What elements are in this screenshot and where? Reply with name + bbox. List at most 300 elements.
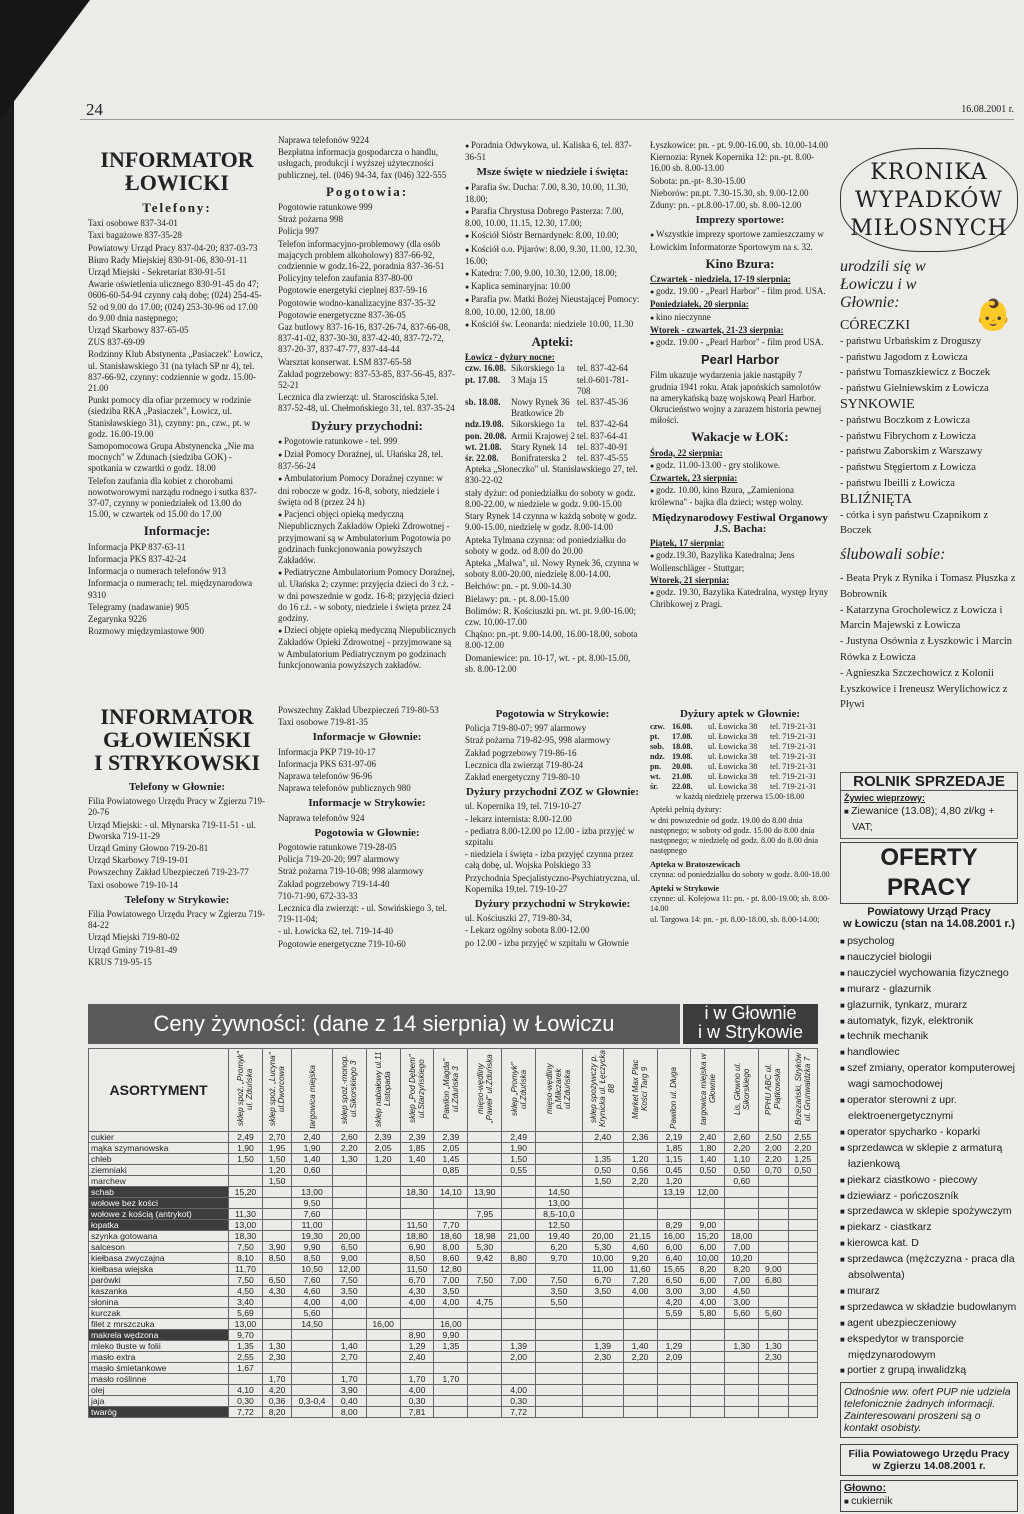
price-cell [292,1385,333,1396]
price-cell [788,1176,817,1187]
event-desc: ● godz. 11.00-13.00 - gry stolikowe. [650,460,830,472]
price-cell [332,1330,366,1341]
price-cell: 8,60 [434,1253,468,1264]
text-line: Urząd Gminy Głowno 719-20-81 [88,843,209,854]
price-cell [582,1220,623,1231]
price-cell [759,1220,788,1231]
shop-header: mięso-wędliny „Paweł" ul.Zduńska [468,1049,502,1132]
price-cell [536,1407,583,1418]
price-cell [582,1308,623,1319]
informator-glowienski [88,705,266,969]
price-cell: 4,75 [468,1297,502,1308]
text-line: Apteka Tylmana czynna: od poniedziałku do soboty w godz. od 8.00 do 20.00 [465,534,626,556]
text-line: Informacja o numerach; tel. międzynarodowa 9310 [88,578,253,600]
product-name: chleb [89,1154,229,1165]
price-cell [536,1154,583,1165]
price-cell [468,1198,502,1209]
price-cell: 5,59 [657,1308,691,1319]
price-cell [582,1363,623,1374]
price-cell [536,1132,583,1143]
price-cell [434,1385,468,1396]
pharmacy-cell: tel. 719-21-31 [770,742,817,751]
shop-header: sklep spoż.-monop. ul.Sikorskiego 3 [332,1049,366,1132]
text-line: - lekarz internista: 8.00-12.00 [465,813,572,824]
price-cell: 13,00 [292,1187,333,1198]
text-line: Naprawa telefonów 9224 [278,135,369,145]
text-line: - państwu Gielniewskim z Łowicza [840,383,989,395]
kronika-title: MIŁOSNYCH [850,216,1008,241]
text-line: Informacja PKP 837-63-11 [88,541,186,552]
price-cell [262,1297,291,1308]
price-cell: 7,50 [229,1242,263,1253]
mass-item: ● Parafia Chrystusa Dobrego Pasterza: 7.00, 8.00, 10.00, 11.15, 12.30, 17.00; [465,206,640,229]
price-cell: 7,00 [725,1275,759,1286]
text-line: Apteki pełnią dyżury: [650,805,722,814]
price-cell [262,1264,291,1275]
price-cell [468,1286,502,1297]
text-line: Domaniewice: pn. 10-17, wt. - pt. 8.00-15.00, sb. 8.00-12.00 [465,652,631,674]
price-cell: 4,10 [229,1385,263,1396]
text-line: - państwu Tomaszkiewicz z Boczek [840,367,991,379]
price-cell: 10,50 [292,1264,333,1275]
clinic-item: ● Dział Pomocy Doraźnej, ul. Ułańska 28, tel. 837-56-24 [278,449,456,472]
price-row [89,1363,818,1374]
price-cell [468,1352,502,1363]
subheading: Pogotowia w Głownie: [314,826,420,839]
price-cell: 1,70 [262,1374,291,1385]
product-name: makrela wędzona [89,1330,229,1341]
text-line: Sobota: pn.-pt- 8.30-15.00 [650,175,746,186]
text-line: Telegramy (nadawanie) 905 [88,601,189,612]
price-cell [468,1220,502,1231]
shop-header: mięso-wędliny p.Miłczarek ul.Zduńska [536,1049,583,1132]
price-cell: 1,40 [691,1154,725,1165]
price-cell: 2,60 [725,1132,759,1143]
pharmacy-row [465,431,640,442]
price-cell [468,1319,502,1330]
text-block [278,842,456,950]
text-line: Telefon zaufania dla kobiet z chorobami nowotworowymi narządu rodnego i sutka 837-37-07, czynny w poniedziałek od 13.00 do 15.00, w czwartek od 15.00 do 17.00 [88,475,257,520]
price-cell [262,1209,291,1220]
text-line: Warsztat konserwat. ŁSM 837-65-58 [278,356,412,367]
pharmacy-cell: 22.08. [672,782,693,791]
price-cell: 19,30 [292,1231,333,1242]
price-cell [332,1220,366,1231]
phone-list [88,218,266,520]
price-row [89,1396,818,1407]
pharmacy-row [650,752,830,762]
price-cell [536,1374,583,1385]
pharmacy-cell: Bonifraterska 2 [511,453,567,464]
price-cell: 2,20 [623,1176,657,1187]
price-cell: 5,60 [759,1308,788,1319]
price-cell: 3,90 [332,1385,366,1396]
text-line: Naprawa telefonów publicznych 980 [278,783,411,794]
product-name: masło extra [89,1352,229,1363]
price-cell: 8,20 [262,1407,291,1418]
price-cell [332,1176,366,1187]
price-cell: 1,70 [400,1374,434,1385]
price-cell [691,1341,725,1352]
price-cell: 18,00 [725,1231,759,1242]
job-item: ■ piekarz - ciastkarz [840,1220,1018,1236]
price-cell: 1,50 [229,1154,263,1165]
price-cell [725,1330,759,1341]
price-cell: 9,20 [623,1253,657,1264]
price-cell: 12,50 [536,1220,583,1231]
price-cell: 2,20 [623,1352,657,1363]
product-name: słonina [89,1297,229,1308]
price-row [89,1165,818,1176]
price-cell: 1,30 [759,1341,788,1352]
note: w każdą niedzielę przerwa 15.00-18.00 [675,792,805,801]
pharmacy-cell: sb. 18.08. [465,397,501,408]
asortyment-header: ASORTYMENT [89,1049,229,1132]
text-line: - pediatra 8.00-12.00 po 12.00 - izba przyjęć w szpitalu [465,825,635,848]
price-cell: 4,50 [725,1286,759,1297]
price-cell [468,1308,502,1319]
product-name: kiełbasa wiejska [89,1264,229,1275]
text-line: Zegarynka 9226 [88,613,147,624]
price-cell: 11,50 [400,1220,434,1231]
film-title: Pearl Harbor [700,352,780,368]
subheading: Dyżury przychodni: [311,417,423,433]
pharmacy-cell: 21.08. [672,772,693,781]
price-cell [691,1407,725,1418]
price-cell [759,1374,788,1385]
price-cell [468,1385,502,1396]
shop-header: sklep „Pod Dębem" ul.Starzyńskiego [400,1049,434,1132]
price-cell: 2,55 [229,1352,263,1363]
text-block [278,705,456,728]
price-cell: 6,20 [536,1242,583,1253]
price-cell: 2,70 [332,1352,366,1363]
price-cell [759,1407,788,1418]
price-row [89,1209,818,1220]
product-name: kaszanka [89,1286,229,1297]
price-cell: 6,40 [657,1253,691,1264]
text-line: Powiatowy Urząd Pracy 837-04-20; 837-03-73 [88,242,258,253]
page-number: 24 [86,100,103,119]
subheading: Informacje w Głownie: [312,731,422,744]
price-cell: 6,80 [759,1275,788,1286]
pharmacy-cell: Nowy Rynek 36 [511,397,570,408]
price-cell [759,1330,788,1341]
price-cell: 13,00 [536,1198,583,1209]
text-line: Chąśno: pn.-pt. 9.00-14.00, 16.00-18.00, sobota 8.00-12.00 [465,629,638,651]
mass-item: ● Kaplica seminaryjna: 10.00 [465,281,640,293]
pharmacy-cell: tel. 837-42-64 [577,363,628,374]
price-cell [502,1363,536,1374]
job-item: ■ cukiernik [844,1494,1014,1510]
pharmacy-cell: tel. 837-45-55 [577,453,628,464]
pharmacy-row [650,782,830,792]
price-cell [788,1242,817,1253]
text-line: Pogotowie energetyczne 719-10-60 [278,938,406,949]
subheading: Msze święte w niedziele i święta: [476,166,629,179]
kronika-box [840,148,1018,713]
price-cell: 7,50 [536,1275,583,1286]
product-name: cukier [89,1132,229,1143]
price-cell: 1,95 [262,1143,291,1154]
job-list [840,934,1018,1379]
price-cell [725,1374,759,1385]
job-item: ■ kierowca kat. D [840,1236,1018,1252]
product-name: mąka szymanowska [89,1143,229,1154]
price-row [89,1154,818,1165]
price-cell: 0,56 [623,1165,657,1176]
price-cell [582,1187,623,1198]
price-cell [468,1132,502,1143]
price-cell: 8,29 [657,1220,691,1231]
price-cell [366,1187,400,1198]
pharmacy-cell: ul. Łowicka 38 [708,722,758,731]
price-cell [582,1407,623,1418]
product-name: masło śmietankowe [89,1363,229,1374]
text-line: Informacja PKP 719-10-17 [278,746,376,757]
price-cell: 0,3-0,4 [292,1396,333,1407]
price-cell: 1,15 [657,1154,691,1165]
price-cell: 18,30 [400,1187,434,1198]
price-cell [691,1374,725,1385]
text-line: Policyjny telefon zaufania 837-80-00 [278,273,413,284]
text-block [650,805,830,856]
price-cell: 2,30 [759,1352,788,1363]
price-cell [759,1231,788,1242]
pharmacy-cell: tel. 719-21-31 [770,752,817,761]
pharmacy-cell: pt. 17.08. [465,374,501,385]
price-cell [657,1363,691,1374]
pharmacy-cell: Bratkowice 2b [511,408,564,419]
price-cell: 7,00 [434,1275,468,1286]
price-cell: 1,20 [623,1154,657,1165]
section-title: INFORMATOR [100,704,254,729]
pharmacy-cell: 18.08. [672,742,693,751]
text-block [465,140,640,163]
price-cell: 1,29 [400,1341,434,1352]
kronika-heading [840,148,1018,252]
price-cell: 2,49 [229,1132,263,1143]
price-cell: 1,30 [262,1341,291,1352]
pharmacy-cell: pon. 20.08. [465,430,507,441]
price-cell: 1,40 [292,1154,333,1165]
pharmacy-cell: tel. 837-40-91 [577,441,628,452]
text-line: Urząd Miejski 719-80-02 [88,932,180,943]
price-cell [366,1220,400,1231]
pharmacy-cell: 16.08. [672,722,693,731]
price-cell [332,1308,366,1319]
price-cell: 2,00 [502,1352,536,1363]
price-cell [623,1319,657,1330]
price-cell [788,1253,817,1264]
price-cell [400,1198,434,1209]
price-cell: 4,00 [332,1297,366,1308]
text-line: Filia Powiatowego Urzędu Pracy w Zgierzu 719-84-22 [88,909,265,931]
price-cell: 2,40 [400,1352,434,1363]
price-cell [691,1385,725,1396]
text-block [88,796,266,891]
text-line: - Beata Pryk z Rynika i Tomasz Płuszka z Bobrownik [840,572,1016,600]
price-cell [292,1374,333,1385]
price-cell [366,1341,400,1352]
text-line: czynna: od poniedziałku do soboty w godz. 8.00-18.00 [650,870,830,879]
text-line: Punkt pomocy dla ofiar przemocy w rodzinie (siedziba RKA „Pasiaczek", Łowicz, ul. Stanisławskiego 31), czynny: pn., czw., pt. w godz. 16.00-19.00 [88,395,251,439]
price-row [89,1385,818,1396]
price-cell [536,1385,583,1396]
price-table [88,1048,818,1418]
text-line: Zakład pogrzebowy 719-14-40 [278,878,390,889]
price-cell [788,1396,817,1407]
price-title-line: i w Głownie [704,1003,797,1023]
text-line: - państwu Jagodom z Łowicza [840,351,968,363]
price-cell [502,1242,536,1253]
text-line: Taxi bagażowe 837-35-28 [88,230,182,241]
pharmacy-cell: wt. [650,772,661,781]
price-row [89,1297,818,1308]
price-cell: 20,00 [332,1231,366,1242]
price-cell: 3,00 [725,1297,759,1308]
price-cell: 18,60 [434,1231,468,1242]
price-cell [788,1352,817,1363]
price-cell: 4,30 [262,1286,291,1297]
price-cell: 2,19 [657,1132,691,1143]
price-cell: 16,00 [434,1319,468,1330]
price-cell: 2,40 [582,1132,623,1143]
price-cell [502,1330,536,1341]
price-cell: 2,39 [434,1132,468,1143]
event-date: Czwartek - niedziela, 17-19 sierpnia: [650,274,791,285]
price-row [89,1143,818,1154]
text-block [465,801,640,895]
info-list [88,542,266,638]
price-cell: 2,05 [434,1143,468,1154]
subheading: BLIŹNIĘTA [840,491,912,507]
price-cell: 1,90 [292,1143,333,1154]
price-cell [366,1231,400,1242]
price-cell: 7,70 [434,1220,468,1231]
price-cell: 10,00 [691,1253,725,1264]
scan-edge [0,0,14,1514]
pharmacy-cell: tel. 837-64-41 [577,430,628,441]
text-line: Stary Rynek 14 czynna w każdą sobotę w godz. 9.00-15.00, niedzielę w godz. 8.00-14.00 [465,511,637,533]
shop-header: Brzezański, Stryków ul. Grunwaldzka 7 [788,1049,817,1132]
text-line: - Lekarz ogólny sobota 8.00-12.00 [465,925,590,936]
price-cell [332,1165,366,1176]
subheading: Telefony w Strykowie: [124,893,230,906]
text-line: Lecznica dla zwierząt 719-80-24 [465,759,584,770]
price-cell [582,1143,623,1154]
price-row [89,1352,818,1363]
job-item: ■ nauczyciel biologii [840,950,1018,966]
section-title: I STRYKOWSKI [93,750,261,775]
event-desc: ● kino nieczynne [650,312,830,324]
price-cell [623,1308,657,1319]
price-cell [434,1209,468,1220]
price-cell: 2,00 [759,1143,788,1154]
product-name: masło roślinne [89,1374,229,1385]
shop-header: sklep spoż. „Promyk" ul. Zduńska [229,1049,263,1132]
text-line: - ul. Łowicka 62, tel. 719-14-40 [278,926,393,937]
subheading: Pogotowia w Strykowie: [495,708,610,720]
mass-item: ● Parafia pw. Matki Bożej Nieustającej Pomocy: 8.00, 10.00, 12.00, 18.00 [465,294,640,317]
page-date: 16.08.2001 r. [961,104,1014,115]
price-cell: 2,30 [582,1352,623,1363]
text-line: Pogotowie ratunkowe 719-28-05 [278,842,397,853]
price-cell [434,1396,468,1407]
price-cell [788,1264,817,1275]
price-cell [468,1396,502,1407]
price-cell [262,1319,291,1330]
offers-note: Odnośnie ww. ofert PUP nie udziela telefonicznie żadnych informacji. Zainteresowani proszeni są o kontakt osobisty. [840,1382,1018,1438]
subheading: Informacje w Strykowie: [308,797,426,810]
price-cell [332,1198,366,1209]
text-line: - Agnieszka Szczechowicz z Kolonii Łyszkowice i Ireneusz Werylichowicz z Pływi [840,667,1008,711]
text-line: Rozmowy międzymiastowe 900 [88,626,204,637]
list [840,571,1018,713]
price-cell [788,1330,817,1341]
price-cell: 13,00 [229,1220,263,1231]
price-cell: 4,50 [229,1286,263,1297]
text-line: Powszechny Zakład Ubezpieczeń 719-23-77 [88,867,249,878]
price-cell: 2,50 [759,1132,788,1143]
price-cell: 5,60 [725,1308,759,1319]
price-cell: 5,30 [582,1242,623,1253]
text-line: Zduny: pn. - pt.8.00-17.00, sb. 8.00-12.00 [650,200,802,211]
text-line: Naprawa telefonów 924 [278,812,365,823]
text-line: Awarie oświetlenia ulicznego 830-91-45 do 47; 0606-60-54-94 czynny całą dobę; (024) 254-45-52 od 9.00 do 17.00; (024) 253-30-96 od 17.00 do 9.00 dnia następnego; [88,279,262,323]
price-cell: 14,50 [292,1319,333,1330]
mass-item: ● Katedra: 7.00, 9.00, 10.30, 12.00, 18.00; [465,268,640,280]
price-cell: 4,00 [400,1297,434,1308]
price-cell: 1,29 [657,1341,691,1352]
price-title-line: i w Strykowie [697,1022,804,1042]
subheading: SYNKOWIE [840,396,915,412]
price-cell: 0,30 [400,1396,434,1407]
shop-header: sklep nabiałowy ul.11 Listopada [366,1049,400,1132]
glowno-jobs [844,1494,1014,1510]
shop-header: sklep spoż. „Lucyna" ul.Dworcowa [262,1049,291,1132]
pharmacy-cell [577,408,640,419]
price-cell: 7,60 [292,1209,333,1220]
text-block [278,813,456,824]
text-line: - państwu Stęgiertom z Łowicza [840,462,976,474]
pharmacy-cell: ul. Łowicka 38 [708,732,758,741]
subheading: Dyżury przychodni ZOZ w Głownie: [466,786,639,799]
price-cell [657,1407,691,1418]
price-cell: 1,35 [582,1154,623,1165]
price-cell [691,1363,725,1374]
price-cell: 7,00 [725,1242,759,1253]
text-line: Informacja PKS 631-97-06 [278,758,376,769]
pharmacy-row [465,397,640,408]
price-cell [332,1187,366,1198]
pharmacy-row [650,742,830,752]
price-cell [788,1187,817,1198]
text-block [278,747,456,795]
price-cell [725,1352,759,1363]
price-cell [468,1374,502,1385]
price-cell [502,1297,536,1308]
price-cell [468,1363,502,1374]
price-cell: 6,70 [582,1275,623,1286]
text-line: - państwu Ibeilli z Łowicza [840,477,955,489]
price-cell [788,1286,817,1297]
price-cell [788,1209,817,1220]
pharmacy-row [650,732,830,742]
price-cell: 6,00 [657,1242,691,1253]
text-line: Przychodnia Specjalistyczno-Psychiatryczna, ul. Kopernika 19,tel. 719-10-27 [465,872,640,894]
price-cell: 8,80 [502,1253,536,1264]
